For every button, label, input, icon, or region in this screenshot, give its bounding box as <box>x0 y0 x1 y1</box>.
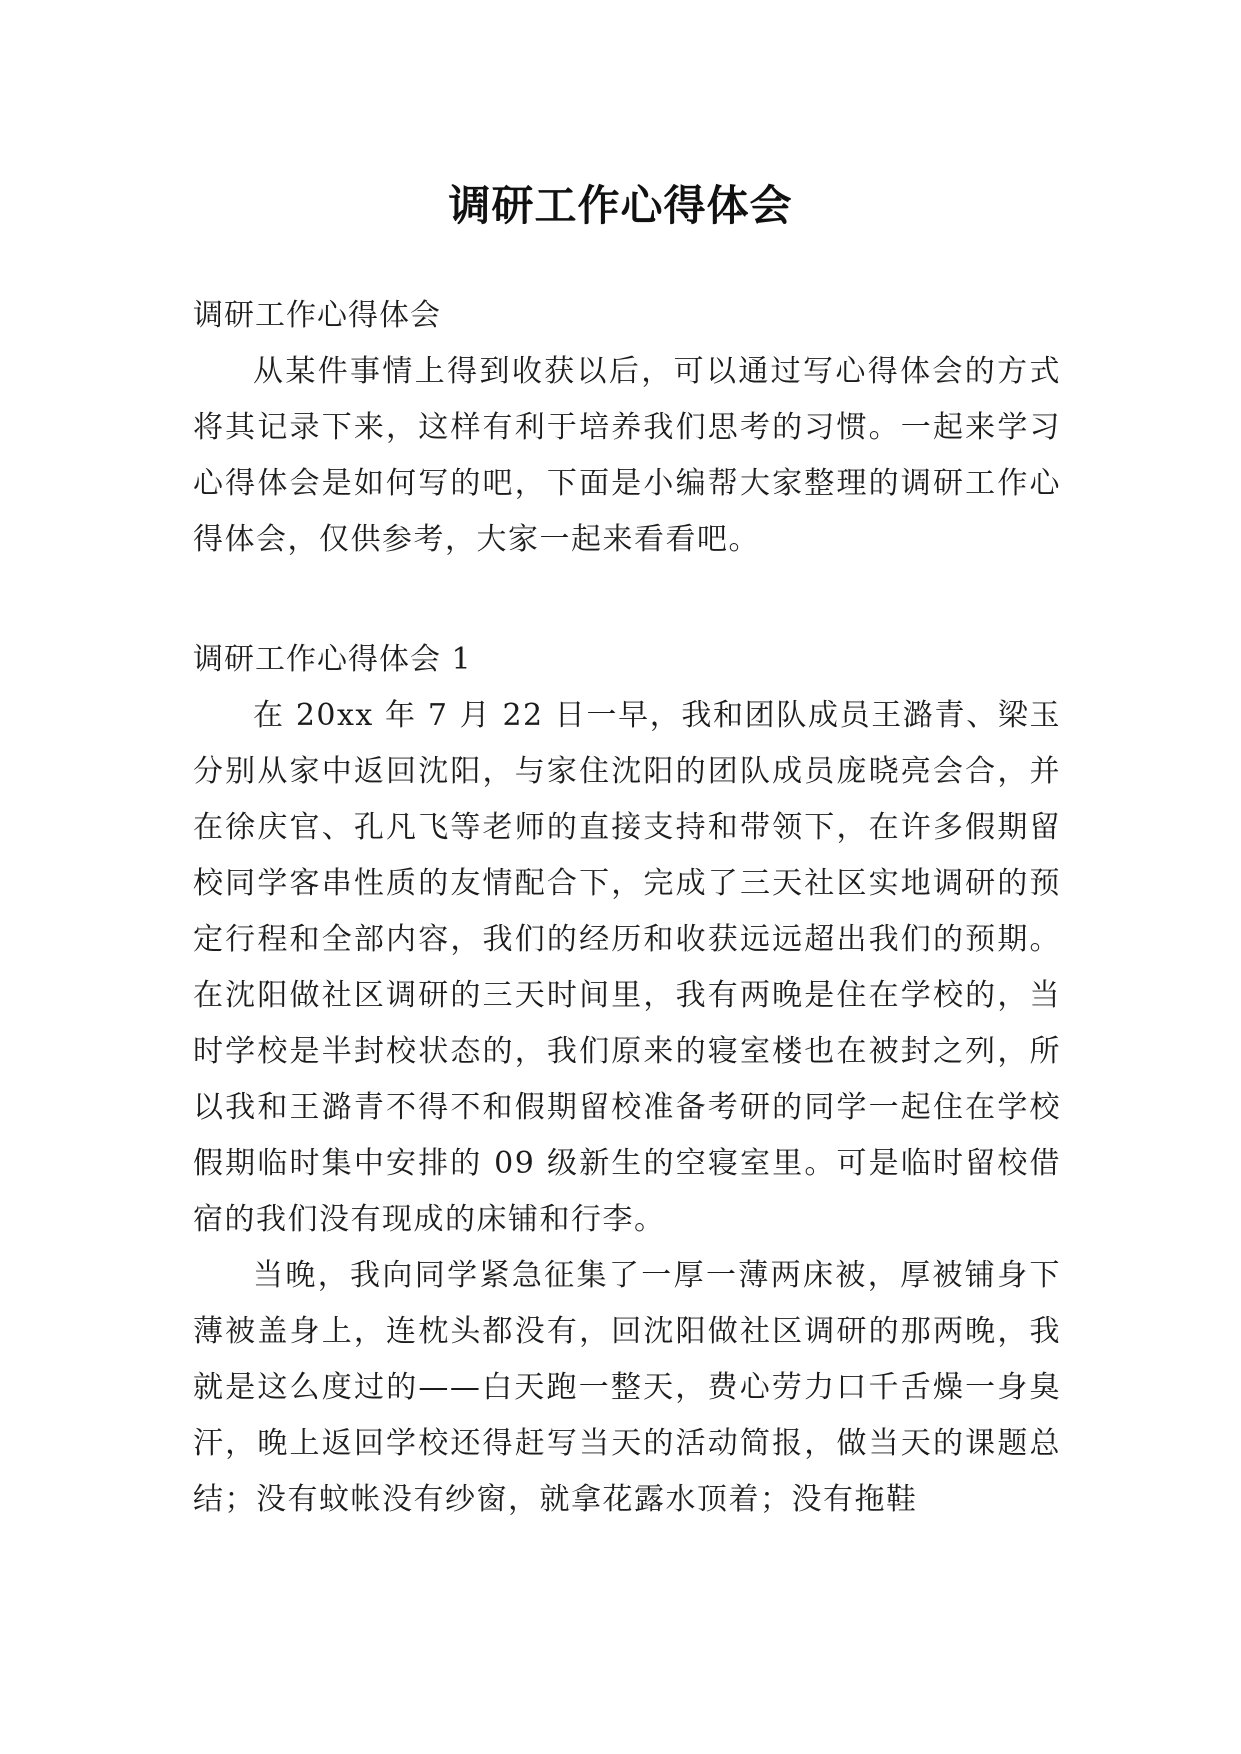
intro-heading: 调研工作心得体会 <box>193 298 441 333</box>
section-heading: 调研工作心得体会 1 <box>193 642 472 677</box>
body-paragraph: 当晚，我向同学紧急征集了一厚一薄两床被，厚被铺身下薄被盖身上，连枕头都没有，回沈阳做社区调研的那两晚，我就是这么度过的——白天跑一整天，费心劳力口千舌燥一身臭汗，晚上返回学校还得赶写当天的活动简报，做当天的课题总结；没有蚊帐没有纱窗，就拿花露水顶着；没有拖鞋 <box>193 1258 1061 1517</box>
document-title: 调研工作心得体会 <box>448 181 793 231</box>
section-spacer <box>193 568 1061 632</box>
document-body <box>193 288 1061 1528</box>
body-paragraph: 在 20xx 年 7 月 22 日一早，我和团队成员王潞青、梁玉分别从家中返回沈阳，与家住沈阳的团队成员庞晓亮会合，并在徐庆官、孔凡飞等老师的直接支持和带领下，在许多假期留校同学客串性质的友情配合下，完成了三天社区实地调研的预定行程和全部内容，我们的经历和收获远远超出我们的预期。在沈阳做社区调研的三天时间里，我有两晚是住在学校的，当时学校是半封校状态的，我们原来的寝室楼也在被封之列，所以我和王潞青不得不和假期留校准备考研的同学一起住在学校假期临时集中安排的 09 级新生的空寝室里。可是临时留校借宿的我们没有现成的床铺和行李。 <box>193 698 1061 1237</box>
intro-paragraph: 从某件事情上得到收获以后，可以通过写心得体会的方式将其记录下来，这样有利于培养我们思考的习惯。一起来学习心得体会是如何写的吧，下面是小编帮大家整理的调研工作心得体会，仅供参考，大家一起来看看吧。 <box>193 354 1061 557</box>
